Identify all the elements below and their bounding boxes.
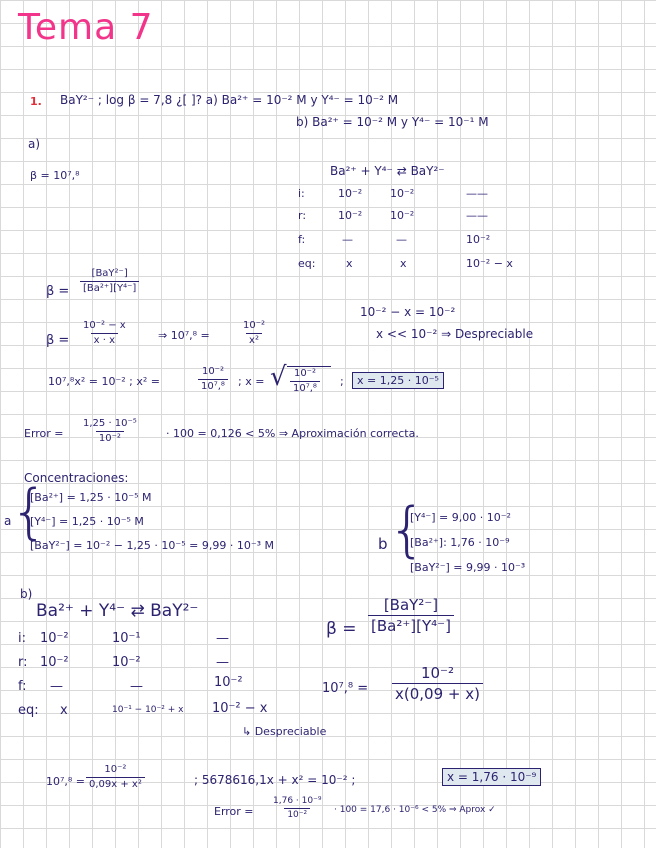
solve-fraction — [198, 366, 228, 393]
bottom-left: 10⁷,⁸ = — [46, 775, 86, 788]
result-box-a: x = 1,25 · 10⁻⁵ — [352, 372, 444, 389]
ice-cell: 10⁻² — [466, 233, 491, 246]
ice-cell: 10⁻² − x — [212, 701, 268, 716]
bottom-fraction — [86, 764, 145, 791]
ice-cell: x — [60, 703, 68, 718]
conc-b-row: [Y⁴⁻] = 9,00 · 10⁻² — [410, 511, 511, 524]
error-fraction-a — [80, 418, 140, 445]
brace-b-icon: { — [388, 495, 427, 565]
error-label-b: Error = — [214, 805, 254, 818]
fraction-numerator: 10⁻² − x — [83, 320, 126, 331]
ice-row-label: eq: — [298, 257, 316, 270]
ice-row-label: f: — [298, 233, 306, 246]
fraction-numerator: 1,25 · 10⁻⁵ — [83, 418, 137, 429]
conc-b-row: [Ba²⁺]: 1,76 · 10⁻⁹ — [410, 536, 510, 549]
ice-cell: —— — [466, 187, 488, 200]
brace-a-icon: { — [10, 477, 49, 547]
ice-cell: 10⁻¹ — [112, 631, 141, 646]
beta-value: β = 10⁷,⁸ — [30, 169, 80, 182]
part-b-label: b) — [20, 587, 33, 601]
approx-line-2: x << 10⁻² ⇒ Despreciable — [376, 327, 534, 341]
ice-cell: 10⁻¹ − 10⁻² + x — [112, 705, 184, 715]
despreciable-note: ↳ Despreciable — [242, 725, 327, 738]
reaction-a: Ba²⁺ + Y⁴⁻ ⇄ BaY²⁻ — [330, 164, 445, 178]
error-rest-b: · 100 = 17,6 · 10⁻⁶ < 5% ⇒ Aprox ✓ — [334, 805, 496, 815]
sqrt-icon: √ — [270, 362, 287, 392]
fraction-denominator: 0,09x + x² — [86, 777, 145, 791]
arrow-text: ⇒ 10⁷,⁸ = — [158, 329, 210, 342]
conc-a-row: [Y⁴⁻] = 1,25 · 10⁻⁵ M — [30, 515, 144, 528]
ice-cell: 10⁻² — [112, 655, 141, 670]
fraction-numerator: 10⁻² — [201, 366, 224, 377]
error-fraction-b — [270, 796, 324, 821]
fraction-numerator: 1,76 · 10⁻⁹ — [273, 796, 322, 806]
conc-a-row: [Ba²⁺] = 1,25 · 10⁻⁵ M — [30, 491, 152, 504]
beta-fraction-b — [368, 596, 454, 635]
error-rest-a: · 100 = 0,126 < 5% ⇒ Aproximación correcta. — [166, 427, 419, 440]
problem-statement: BaY²⁻ ; log β = 7,8 ¿[ ]? a) Ba²⁺ = 10⁻² M y Y⁴⁻ = 10⁻² M — [60, 93, 399, 107]
conc-a-row: [BaY²⁻] = 10⁻² − 1,25 · 10⁻⁵ = 9,99 · 10⁻³ M — [30, 539, 275, 552]
ice-cell: — — [50, 679, 63, 694]
ice-row-label: f: — [18, 679, 27, 694]
fraction-numerator: [BaY²⁻] — [383, 596, 439, 614]
ice-row-label: r: — [298, 209, 307, 222]
ice-cell: 10⁻² — [390, 209, 415, 222]
ice-row-label: eq: — [18, 703, 39, 718]
ice-cell: — — [130, 679, 143, 694]
fraction-denominator: 10⁷,⁸ — [290, 381, 320, 395]
sqrt-bar — [287, 366, 331, 367]
ice-cell: — — [342, 233, 353, 246]
beta-label: β = — [46, 284, 70, 299]
result-box-b: x = 1,76 · 10⁻⁹ — [442, 768, 541, 786]
solve-x-label: ; x = — [238, 375, 265, 388]
ice-row-label: i: — [298, 187, 305, 200]
fraction-numerator: 10⁻² — [293, 368, 316, 379]
beta-eq2-fraction — [240, 320, 268, 347]
ice-cell: 10⁻² — [390, 187, 415, 200]
ice-cell: x — [400, 257, 407, 270]
fraction-denominator: x(0,09 + x) — [392, 683, 483, 703]
beta-label-b: β = — [326, 619, 357, 639]
fraction-numerator: 10⁻² — [420, 664, 454, 682]
fraction-denominator: x · x — [91, 333, 118, 347]
problem-statement-b: b) Ba²⁺ = 10⁻² M y Y⁴⁻ = 10⁻¹ M — [296, 115, 489, 129]
fraction-denominator: 10⁻² — [96, 431, 124, 445]
ice-cell: x — [346, 257, 353, 270]
ice-row-label: r: — [18, 655, 28, 670]
page-title: Tema 7 — [18, 7, 154, 48]
problem-number: 1. — [30, 95, 42, 108]
concentrations-b-label: b — [378, 535, 388, 553]
conc-b-row: [BaY²⁻] = 9,99 · 10⁻³ — [410, 561, 526, 574]
ice-cell: 10⁻² — [214, 675, 243, 690]
ice-cell: 10⁻² — [338, 187, 363, 200]
ice-cell: 10⁻² — [40, 631, 69, 646]
ice-cell: 10⁻² — [40, 655, 69, 670]
concentrations-heading: Concentraciones: — [24, 471, 129, 485]
concentrations-a-label: a — [4, 514, 12, 528]
fraction-denominator: [Ba²⁺][Y⁴⁻] — [368, 615, 454, 635]
part-a-label: a) — [28, 137, 41, 151]
beta-eq-fraction — [80, 320, 129, 347]
approx-line-1: 10⁻² − x = 10⁻² — [360, 305, 456, 319]
error-label-a: Error = — [24, 427, 64, 440]
eq-left-b: 10⁷,⁸ = — [322, 681, 369, 696]
eq-fraction-b — [392, 664, 483, 703]
ice-cell: — — [396, 233, 407, 246]
fraction-denominator: x² — [246, 333, 262, 347]
ice-row-label: i: — [18, 631, 26, 646]
solve-line-a: 10⁷,⁸x² = 10⁻² ; x² = — [48, 375, 160, 388]
beta-label-2: β = — [46, 333, 70, 348]
ice-cell: 10⁻² — [338, 209, 363, 222]
beta-denominator: [Ba²⁺][Y⁴⁻] — [80, 281, 139, 295]
fraction-numerator: 10⁻² — [243, 320, 266, 331]
semicolon: ; — [340, 375, 344, 388]
ice-cell: —— — [466, 209, 488, 222]
beta-numerator: [BaY²⁻] — [91, 268, 128, 279]
fraction-denominator: 10⁻² — [284, 808, 310, 821]
fraction-numerator: 10⁻² — [104, 764, 127, 775]
fraction-denominator: 10⁷,⁸ — [198, 379, 228, 393]
sqrt-fraction — [290, 368, 320, 395]
reaction-b: Ba²⁺ + Y⁴⁻ ⇄ BaY²⁻ — [36, 601, 199, 621]
ice-cell: 10⁻² − x — [466, 257, 513, 270]
beta-fraction — [80, 268, 139, 295]
ice-cell: — — [216, 655, 229, 670]
bottom-mid: ; 5678616,1x + x² = 10⁻² ; — [194, 773, 356, 787]
ice-cell: — — [216, 631, 229, 646]
